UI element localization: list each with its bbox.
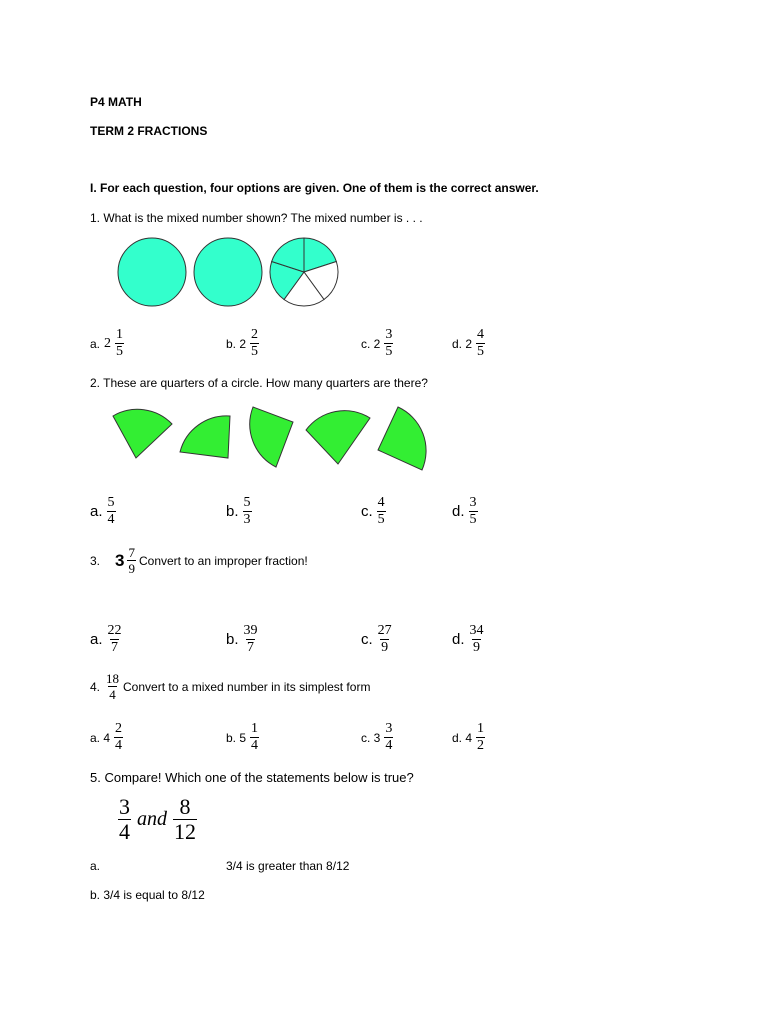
q5-option-b[interactable]: b. 3/4 is equal to 8/12 xyxy=(90,888,205,902)
option-label: d. 2 xyxy=(452,336,473,351)
mixed-fraction: $\frac{7}{9}$ xyxy=(128,545,135,576)
option-label: a. xyxy=(90,336,101,351)
q4-option-d[interactable] xyxy=(452,722,485,753)
question-4 xyxy=(90,672,370,701)
q5-option-a-label[interactable]: a. xyxy=(90,859,101,873)
q2-option-c[interactable] xyxy=(361,496,386,527)
q2-option-b[interactable] xyxy=(226,496,252,527)
option-fraction: $\frac{39}{7}$ xyxy=(243,623,258,655)
q5-comparison xyxy=(118,796,197,843)
option-label: c. xyxy=(361,503,373,520)
q1-option-d[interactable] xyxy=(452,328,485,359)
option-fraction: $\frac{3}{5}$ xyxy=(469,495,477,527)
option-fraction: $\frac{2}{5}$ xyxy=(251,327,259,359)
subject-heading: P4 MATH xyxy=(90,95,142,109)
question-5-text: 5. Compare! Which one of the statements below is true? xyxy=(90,770,414,785)
option-fraction: $\frac{2}{4}$ xyxy=(115,721,123,753)
option-label: c. 3 xyxy=(361,730,381,745)
question-3 xyxy=(90,546,308,575)
option-label: b. xyxy=(226,503,239,520)
q4-option-b[interactable] xyxy=(226,722,259,753)
instructions: I. For each question, four options are given. One of them is the correct answer. xyxy=(90,181,539,195)
mixed-whole: 3 xyxy=(115,550,125,570)
option-label: c. 2 xyxy=(361,336,381,351)
question-3-text: Convert to an improper fraction! xyxy=(138,553,308,568)
quarter-circle-1 xyxy=(113,409,172,458)
option-fraction: $\frac{1}{4}$ xyxy=(251,721,259,753)
q3-option-c[interactable] xyxy=(361,624,393,655)
q1-option-c[interactable] xyxy=(361,328,393,359)
fifths-circle xyxy=(270,238,338,306)
q2-option-d[interactable] xyxy=(452,496,478,527)
option-fraction: $\frac{1}{5}$ xyxy=(116,327,124,359)
option-fraction: $\frac{1}{2}$ xyxy=(477,721,485,753)
option-label: d. xyxy=(452,503,465,520)
quarter-circle-4 xyxy=(306,411,370,464)
q1-option-a[interactable] xyxy=(90,328,124,359)
quarter-circle-5 xyxy=(378,407,426,470)
option-fraction: $\frac{27}{9}$ xyxy=(377,623,392,655)
question-4-text: Convert to a mixed number in its simplest form xyxy=(123,679,371,694)
option-label: c. xyxy=(361,631,373,648)
q2-option-a[interactable] xyxy=(90,496,116,527)
option-label: a. xyxy=(90,503,103,520)
option-fraction: $\frac{3}{4}$ xyxy=(385,721,393,753)
option-fraction: $\frac{34}{9}$ xyxy=(469,623,484,655)
question-2-text: 2. These are quarters of a circle. How many quarters are there? xyxy=(90,376,428,390)
option-fraction: $\frac{5}{4}$ xyxy=(107,495,115,527)
quarter-circle-2 xyxy=(180,416,230,458)
question-number: 4. xyxy=(90,679,101,694)
left-fraction: $\frac{3}{4}$ xyxy=(119,794,130,844)
q5-option-a-statement[interactable]: 3/4 is greater than 8/12 xyxy=(226,859,350,873)
right-fraction: $\frac{8}{12}$ xyxy=(174,794,196,844)
question-fraction: $\frac{18}{4}$ xyxy=(106,671,120,702)
question-number: 3. xyxy=(90,553,101,568)
question-1-text: 1. What is the mixed number shown? The mixed number is . . . xyxy=(90,211,423,225)
option-label: a. 4 xyxy=(90,730,111,745)
option-fraction: $\frac{22}{7}$ xyxy=(107,623,122,655)
option-label: b. 2 xyxy=(226,336,247,351)
option-whole: 2 xyxy=(104,335,112,351)
and-word: and xyxy=(137,808,167,830)
full-circle-1 xyxy=(118,238,186,306)
q1-option-b[interactable] xyxy=(226,328,259,359)
option-fraction: $\frac{5}{3}$ xyxy=(243,495,251,527)
q2-quarters-figure xyxy=(108,400,438,475)
option-label: b. xyxy=(226,631,239,648)
option-fraction: $\frac{4}{5}$ xyxy=(377,495,385,527)
q4-option-a[interactable] xyxy=(90,722,123,753)
full-circle-2 xyxy=(194,238,262,306)
option-label: a. xyxy=(90,631,103,648)
option-label: d. 4 xyxy=(452,730,473,745)
option-label: d. xyxy=(452,631,465,648)
term-heading: TERM 2 FRACTIONS xyxy=(90,124,208,138)
quarter-circle-3 xyxy=(250,407,293,467)
q1-circles-figure xyxy=(114,234,344,310)
option-fraction: $\frac{4}{5}$ xyxy=(477,327,485,359)
option-fraction: $\frac{3}{5}$ xyxy=(385,327,393,359)
option-label: b. 5 xyxy=(226,730,247,745)
q3-option-a[interactable] xyxy=(90,624,123,655)
q4-option-c[interactable] xyxy=(361,722,393,753)
q3-option-b[interactable] xyxy=(226,624,259,655)
q3-option-d[interactable] xyxy=(452,624,485,655)
